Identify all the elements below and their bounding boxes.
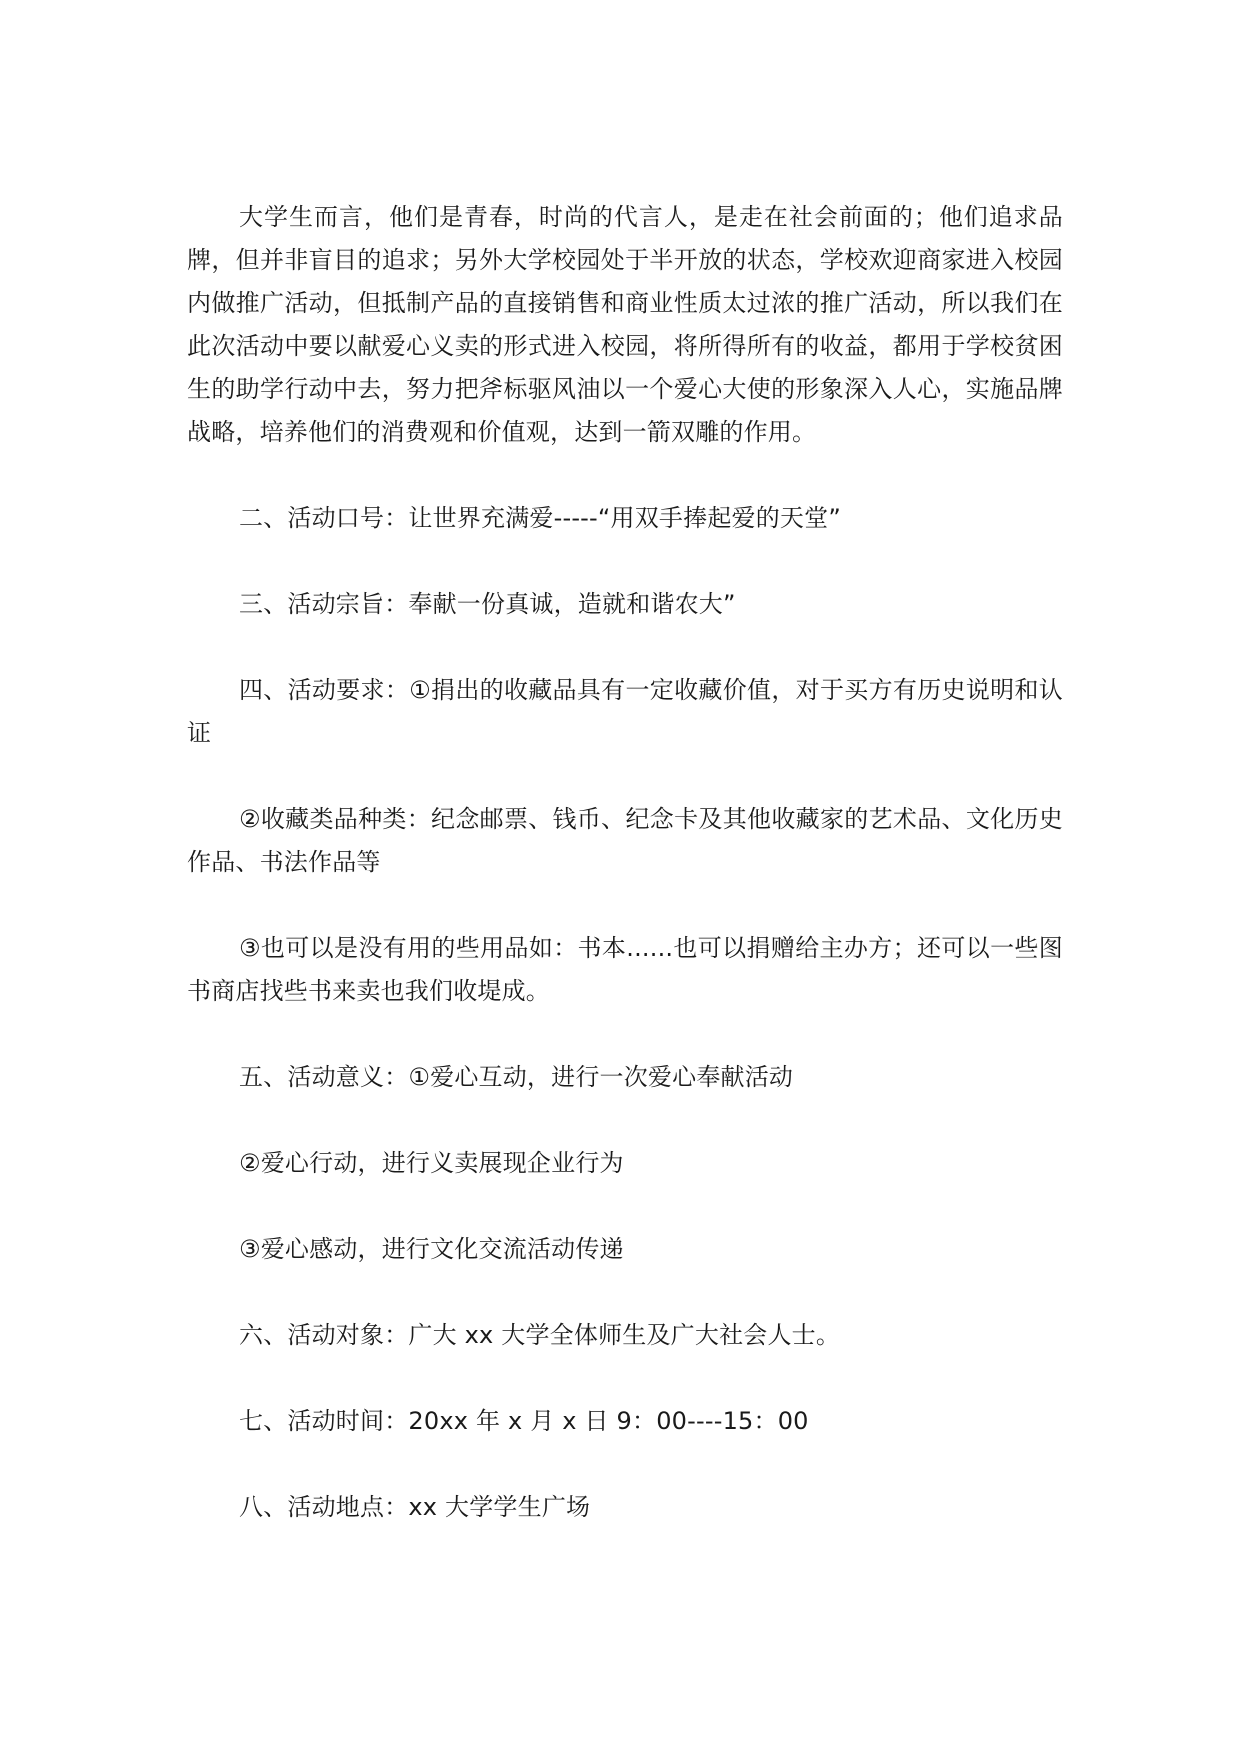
section-time: 七、活动时间：20xx 年 x 月 x 日 9：00----15：00 [239,1407,809,1435]
section-slogan: 二、活动口号：让世界充满爱-----“用双手捧起爱的天堂” [239,504,841,532]
section-audience: 六、活动对象：广大 xx 大学全体师生及广大社会人士。 [239,1321,841,1349]
significance-item-2: ②爱心行动，进行义卖展现企业行为 [239,1149,624,1177]
document-body [187,196,1063,1529]
section-significance: 五、活动意义：①爱心互动，进行一次爱心奉献活动 [239,1063,794,1091]
requirement-item-3: ③也可以是没有用的些用品如：书本......也可以捐赠给主办方；还可以一些图书商店找些书来卖也我们收堤成。 [187,934,1063,1005]
section-location: 八、活动地点：xx 大学学生广场 [239,1493,591,1521]
significance-item-3: ③爱心感动，进行文化交流活动传递 [239,1235,624,1263]
intro-paragraph: 大学生而言，他们是青春，时尚的代言人，是走在社会前面的；他们追求品牌，但并非盲目的追求；另外大学校园处于半开放的状态，学校欢迎商家进入校园内做推广活动，但抵制产品的直接销售和商业性质太过浓的推广活动，所以我们在此次活动中要以献爱心义卖的形式进入校园，将所得所有的收益，都用于学校贫困生的助学行动中去，努力把斧标驱风油以一个爱心大使的形象深入人心，实施品牌战略，培养他们的消费观和价值观，达到一箭双雕的作用。 [187,203,1063,446]
section-purpose: 三、活动宗旨：奉献一份真诚，造就和谐农大” [239,590,736,618]
section-requirements: 四、活动要求：①捐出的收藏品具有一定收藏价值，对于买方有历史说明和认证 [187,676,1063,747]
requirement-item-2: ②收藏类品种类：纪念邮票、钱币、纪念卡及其他收藏家的艺术品、文化历史作品、书法作品等 [187,805,1063,876]
